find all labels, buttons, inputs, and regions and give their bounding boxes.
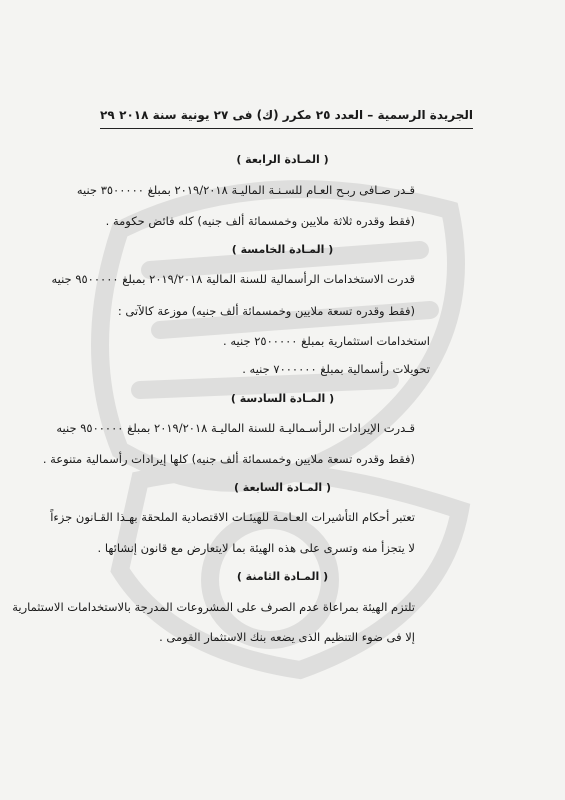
article-5-line-2: (فقط وقدره تسعة ملايين وخمسمائة ألف جنيه) موزعة كالآتى : — [117, 304, 415, 318]
article-5-line-4: تحويلات رأسمالية بمبلغ ٧٠٠٠٠٠٠ جنيه . — [242, 362, 430, 376]
article-4-line-1: قـدر صـافى ربـح العـام للسـنـة الماليـة ٢٠١٩/٢٠١٨ بمبلغ ٣٥٠٠٠٠٠ جنيه — [76, 183, 415, 197]
article-5-line-1: قدرت الاستخدامات الرأسمالية للسنة المالية ٢٠١٩/٢٠١٨ بمبلغ ٩٥٠٠٠٠٠ جنيه — [51, 272, 415, 286]
header-title: الجريدة الرسمية – العدد ٢٥ مكرر (ك) فى ٢٧ يونية سنة ٢٠١٨ — [119, 108, 473, 122]
article-8-line-1: تلتزم الهيئة بمراعاة عدم الصرف على المشروعات المدرجة بالاستخدامات الاستثمارية — [12, 600, 415, 614]
page-header — [100, 108, 473, 122]
article-6-heading: ( المـادة السادسة ) — [230, 392, 335, 405]
article-4-heading: ( المـادة الرابعة ) — [236, 153, 329, 166]
article-6-line-2: (فقط وقدره تسعة ملايين وخمسمائة ألف جنيه) كلها إيرادات رأسمالية متنوعة . — [42, 452, 415, 466]
article-5-heading: ( المـادة الخامسة ) — [231, 243, 334, 256]
article-8-line-2: إلا فى ضوء التنظيم الذى يضعه بنك الاستثمار القومى . — [159, 630, 415, 644]
article-7-line-1: تعتبر أحكام التأشيرات العـامـة للهيئـات الاقتصادية الملحقة بهـذا القـانون جزءاً — [50, 510, 415, 524]
article-4-line-2: (فقط وقدره ثلاثة ملايين وخمسمائة ألف جنيه) كله فائض حكومة . — [105, 214, 415, 228]
article-6-line-1: قـدرت الإيرادات الرأسـماليـة للسنة الماليـة ٢٠١٩/٢٠١٨ بمبلغ ٩٥٠٠٠٠٠ جنيه — [56, 421, 415, 435]
header-rule — [100, 128, 473, 129]
article-7-heading: ( المـادة السابعة ) — [233, 481, 332, 494]
article-8-heading: ( المـادة الثامنة ) — [236, 570, 329, 583]
article-5-line-3: استخدامات استثمارية بمبلغ ٢٥٠٠٠٠٠ جنيه . — [223, 334, 430, 348]
page-number: ٢٩ — [100, 108, 115, 122]
article-7-line-2: لا يتجزأ منه وتسرى على هذه الهيئة بما لايتعارض مع قانون إنشائها . — [97, 541, 415, 555]
